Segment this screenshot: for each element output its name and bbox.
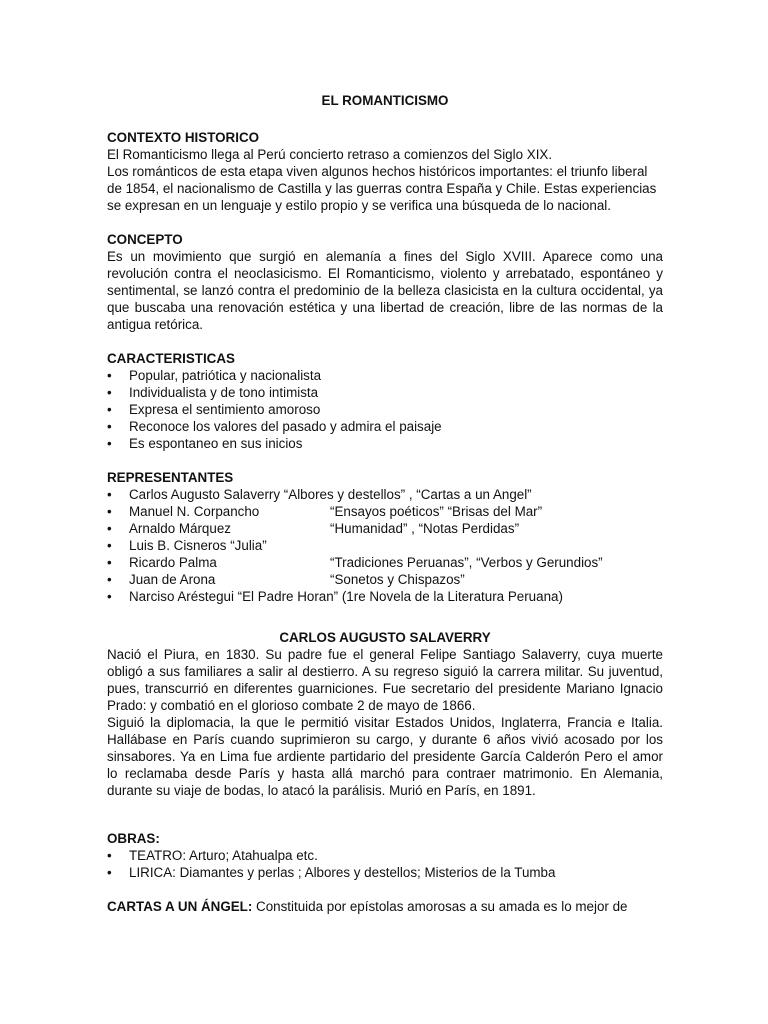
paragraph: Los románticos de esta etapa viven algunos hechos históricos importantes: el triunfo liberal de 1854, el nacionalismo de Castilla y las guerras contra España y Chile. Estas experiencias se expresan en un lenguaje y estilo propio y se verifica una búsqueda de lo nacional. — [107, 164, 657, 213]
paragraph: El Romanticismo llega al Perú concierto retraso a comienzos del Siglo XIX. — [107, 147, 553, 162]
author-works: “Ensayos poéticos” “Brisas del Mar” — [330, 504, 543, 519]
section-heading: CONCEPTO — [107, 232, 183, 247]
section-heading: CARACTERISTICAS — [107, 351, 235, 366]
list-item: • Carlos Augusto Salaverry “Albores y destellos” , “Cartas a un Angel” — [107, 486, 663, 503]
paragraph-cartas — [107, 898, 663, 915]
section-obras — [107, 830, 663, 881]
paragraph: Es un movimiento que surgió en alemanía a fines del Siglo XVIII. Aparece como una revolución contra el neoclasicismo. El Romanticismo, violento y arrebatado, espontáneo y sentimental, se lanzó contra el predominio de la belleza clasicista en la cultura occidental, ya que buscaba una renovación estética y una libertad de creación, libre de las normas de la antigua retórica. — [107, 249, 663, 332]
section-heading: CARLOS AUGUSTO SALAVERRY — [279, 630, 491, 645]
section-heading: REPRESENTANTES — [107, 470, 234, 485]
list-item — [107, 503, 663, 520]
list-item: • Luis B. Cisneros “Julia” — [107, 537, 663, 554]
section-heading: CONTEXTO HISTORICO — [107, 130, 260, 145]
author-works: “Humanidad” , “Notas Perdidas” — [330, 521, 520, 536]
list-item: • Narciso Aréstegui “El Padre Horan” (1re Novela de la Literatura Peruana) — [107, 588, 663, 605]
inline-heading: CARTAS A UN ÁNGEL: — [107, 899, 253, 914]
author-works: “Tradiciones Peruanas”, “Verbos y Gerundios” — [330, 555, 603, 570]
bullet-list — [107, 486, 663, 605]
list-item — [107, 571, 663, 588]
author-name: Juan de Arona — [129, 572, 216, 587]
list-item: • TEATRO: Arturo; Atahualpa etc. — [107, 847, 663, 864]
list-item: • Reconoce los valores del pasado y admira el paisaje — [107, 418, 663, 435]
section-heading: OBRAS: — [107, 831, 160, 846]
bullet-list — [107, 847, 663, 881]
list-item: • Expresa el sentimiento amoroso — [107, 401, 663, 418]
list-item — [107, 520, 663, 537]
author-name: Manuel N. Corpancho — [129, 504, 260, 519]
section-contexto-historico — [107, 129, 663, 214]
list-item: • Popular, patriótica y nacionalista — [107, 367, 663, 384]
bullet-list — [107, 367, 663, 452]
list-item: • Individualista y de tono intimista — [107, 384, 663, 401]
section-representantes — [107, 469, 663, 605]
section-caracteristicas — [107, 350, 663, 452]
author-name: Ricardo Palma — [129, 555, 217, 570]
section-concepto — [107, 231, 663, 333]
document-content — [107, 92, 663, 915]
author-works: “Sonetos y Chispazos” — [330, 572, 465, 587]
list-item — [107, 554, 663, 571]
list-item: • Es espontaneo en sus inicios — [107, 435, 663, 452]
paragraph: Siguió la diplomacia, la que le permitió visitar Estados Unidos, Inglaterra, Francia e Italia. Hallábase en París cuando suprimieron su cargo, y durante 6 años vivió acosado por los sinsabores. Ya en Lima fue ardiente partidario del presidente García Calderón Pero el amor lo reclamaba desde París y hasta allá marchó para contraer matrimonio. En Alemania, durante su viaje de bodas, lo atacó la parálisis. Murió en París, en 1891. — [107, 715, 663, 798]
paragraph: Nació el Piura, en 1830. Su padre fue el general Felipe Santiago Salaverry, cuya muerte obligó a sus familiares a salir al destierro. A su regreso siguió la carrera militar. Su juventud, pues, transcurrió en diferentes guarniciones. Fue secretario del presidente Mariano Ignacio Prado: y combatió en el glorioso combate 2 de mayo de 1866. — [107, 647, 663, 713]
document-title: EL ROMANTICISMO — [321, 93, 449, 108]
spacer — [107, 799, 663, 830]
section-salaverry — [107, 629, 663, 799]
author-name: Arnaldo Márquez — [129, 521, 231, 536]
list-item: • LIRICA: Diamantes y perlas ; Albores y destellos; Misterios de la Tumba — [107, 864, 663, 881]
inline-text: Constituida por epístolas amorosas a su amada es lo mejor de — [256, 899, 628, 914]
